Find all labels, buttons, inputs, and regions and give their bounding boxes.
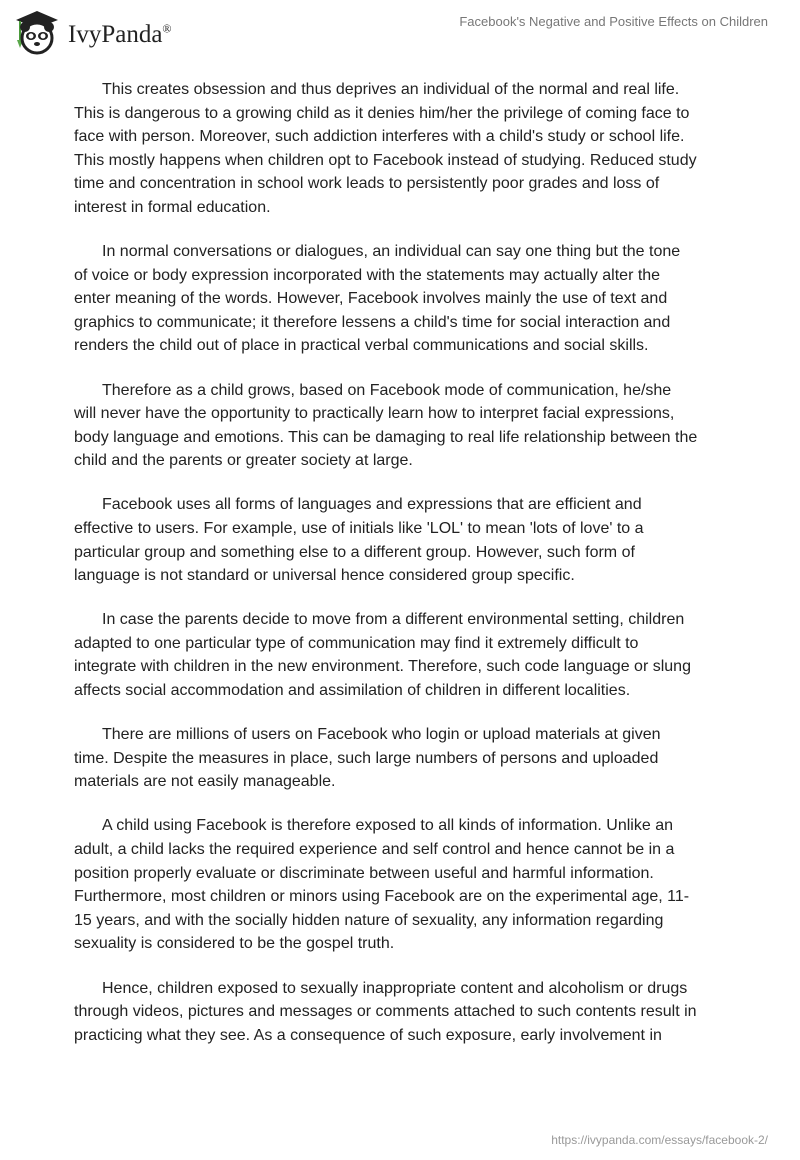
document-title: Facebook's Negative and Positive Effects on Children [459, 14, 768, 29]
text-line: adapted to one particular type of communication may find it extremely difficult to [74, 634, 639, 652]
text-line: child and the parents or greater society at large. [74, 452, 413, 470]
text-line: In normal conversations or dialogues, an individual can say one thing but the tone [102, 243, 681, 261]
text-line: Furthermore, most children or minors using Facebook are on the experimental age, 11- [74, 888, 690, 906]
text-line: of voice or body expression incorporated with the statements may actually alter the [74, 266, 661, 284]
text-line: Therefore as a child grows, based on Facebook mode of communication, he/she [102, 381, 672, 399]
text-line: practicing what they see. As a consequence of such exposure, early involvement in [74, 1026, 662, 1044]
essay-paragraph [74, 977, 744, 1048]
panda-graduate-icon [12, 8, 62, 56]
essay-paragraph [74, 608, 744, 702]
essay-paragraph [74, 723, 744, 794]
text-line: graphics to communicate; it therefore lessens a child's time for social interaction and [74, 313, 671, 331]
text-line: adult, a child lacks the required experience and self control and hence cannot be in a [74, 841, 675, 859]
text-line: face with person. Moreover, such addiction interferes with a child's study or school life. [74, 128, 685, 146]
footer-url[interactable]: https://ivypanda.com/essays/facebook-2/ [551, 1133, 768, 1147]
text-line: In case the parents decide to move from a different environmental setting, children [102, 611, 685, 629]
text-line: interest in formal education. [74, 198, 271, 216]
text-line: will never have the opportunity to practically learn how to interpret facial expressions, [74, 405, 675, 423]
text-line: time and concentration in school work leads to persistently poor grades and loss of [74, 175, 660, 193]
essay-paragraph [74, 814, 744, 956]
text-line: integrate with children in the new environment. Therefore, such code language or slung [74, 658, 691, 676]
text-line: particular group and something else to a different group. However, such form of [74, 543, 635, 561]
text-line: This creates obsession and thus deprives an individual of the normal and real life. [102, 81, 680, 98]
text-line: language is not standard or universal hence considered group specific. [74, 567, 575, 585]
text-line: This mostly happens when children opt to Facebook instead of studying. Reduced study [74, 151, 697, 169]
text-line: effective to users. For example, use of initials like 'LOL' to mean 'lots of love' to a [74, 520, 644, 537]
text-line: materials are not easily manageable. [74, 773, 336, 791]
text-line: enter meaning of the words. However, Facebook involves mainly the use of text and [74, 290, 668, 308]
text-line: A child using Facebook is therefore exposed to all kinds of information. Unlike an [102, 817, 673, 835]
text-line: affects social accommodation and assimilation of children in different localities. [74, 682, 631, 700]
text-line: time. Despite the measures in place, such large numbers of persons and uploaded [74, 749, 659, 767]
logo-text: IvyPanda® [68, 21, 172, 48]
text-line: sexuality is considered to be the gospel truth. [74, 935, 395, 953]
text-line: 15 years, and with the socially hidden nature of sexuality, any information regarding [74, 911, 664, 929]
text-line: Facebook uses all forms of languages and expressions that are efficient and [102, 496, 642, 514]
essay-body [74, 78, 744, 1068]
text-line: body language and emotions. This can be damaging to real life relationship between the [74, 428, 698, 446]
essay-paragraph [74, 379, 744, 473]
text-line: through videos, pictures and messages or comments attached to such contents result in [74, 1003, 697, 1021]
ivypanda-logo[interactable] [12, 8, 172, 56]
text-line: This is dangerous to a growing child as it denies him/her the privilege of coming face to [74, 104, 690, 122]
text-line: position properly evaluate or discriminate between useful and harmful information. [74, 864, 654, 882]
text-line: Hence, children exposed to sexually inappropriate content and alcoholism or drugs [102, 979, 688, 997]
text-line: There are millions of users on Facebook who login or upload materials at given [102, 726, 661, 744]
essay-paragraph [74, 78, 744, 220]
essay-paragraph [74, 493, 744, 587]
essay-paragraph [74, 240, 744, 358]
text-line: renders the child out of place in practical verbal communications and social skills. [74, 337, 649, 355]
